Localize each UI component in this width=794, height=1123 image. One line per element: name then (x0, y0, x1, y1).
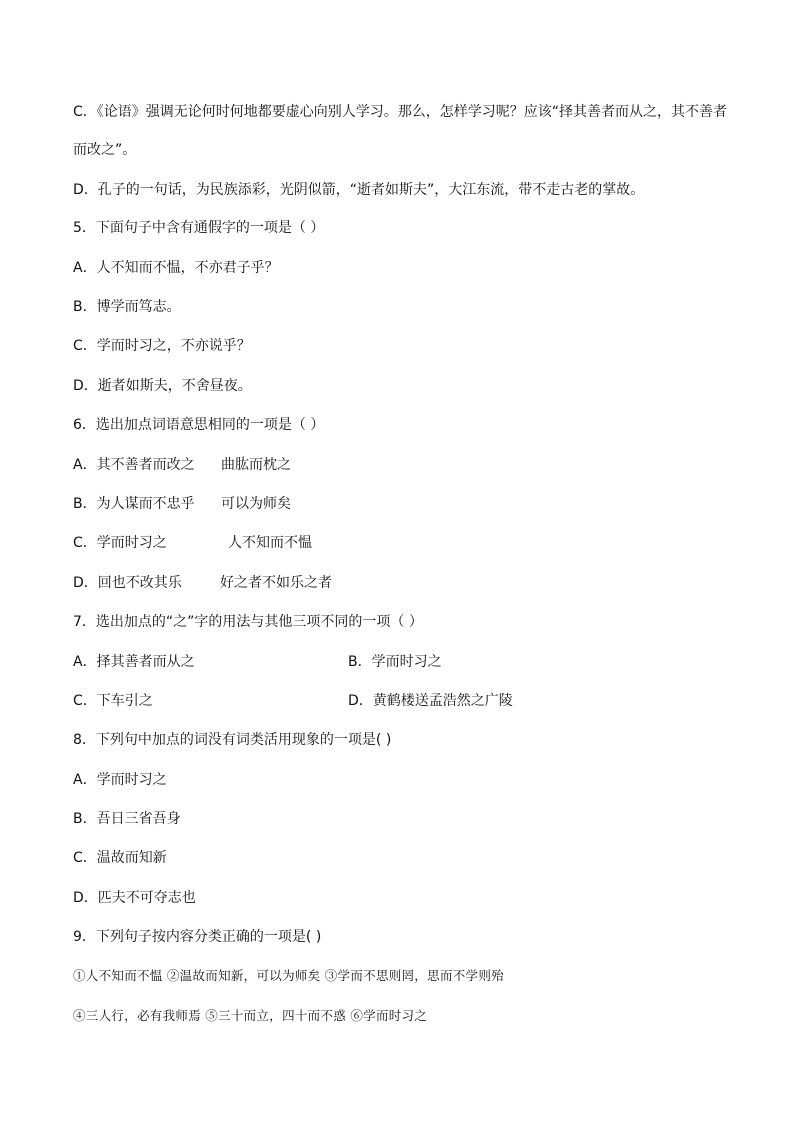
question-6: 6．选出加点词语意思相同的一项是（ ） (73, 417, 325, 433)
q6-option-d-pair: 好之者不如乐之者 (220, 575, 332, 591)
question-5: 5．下面句子中含有通假字的一项是（ ） (73, 220, 325, 236)
option-c-line-1: C．《论语》强调无论何时何地都要虚心向别人学习。那么，怎样学习呢？应该“择其善者而从之，其不善者 (73, 104, 728, 120)
q5-option-a: A．人不知而不愠，不亦君子乎？ (73, 260, 279, 276)
question-8: 8．下列句中加点的词没有词类活用现象的一项是( ) (73, 732, 392, 748)
q5-option-c: C．学而时习之，不亦说乎？ (73, 338, 251, 354)
q7-option-a: A．择其善者而从之 (73, 654, 195, 670)
q8-option-a: A．学而时习之 (73, 772, 167, 788)
q6-option-a: A．其不善者而改之 (73, 457, 195, 473)
q7-option-c: C．下车引之 (73, 693, 153, 709)
option-c-line-2: 而改之”。 (73, 142, 137, 158)
q6-option-b-pair: 可以为师矣 (221, 496, 291, 512)
q6-option-d: D．回也不改其乐 (73, 575, 182, 591)
q8-option-d: D．匹夫不可夺志也 (73, 890, 196, 906)
question-7: 7．选出加点的“之”字的用法与其他三项不同的一项（ ） (73, 614, 423, 630)
option-d: D．孔子的一句话，为民族添彩，光阴似箭，“逝者如斯夫”，大江东流，带不走古老的掌故。 (73, 182, 645, 198)
q9-items-line-2: ④三人行，必有我师焉 ⑤三十而立，四十而不惑 ⑥学而时习之 (73, 1008, 428, 1023)
q6-option-b: B．为人谋而不忠乎 (73, 496, 195, 512)
q9-items-line-1: ①人不知而不愠 ②温故而知新，可以为师矣 ③学而不思则罔，思而不学则殆 (73, 968, 504, 983)
question-9: 9．下列句子按内容分类正确的一项是( ) (73, 929, 322, 945)
q7-option-d: D．黄鹤楼送孟浩然之广陵 (348, 693, 513, 709)
q5-option-b: B．博学而笃志。 (73, 299, 181, 315)
q5-option-d: D．逝者如斯夫，不舍昼夜。 (73, 378, 252, 394)
q6-option-a-pair: 曲肱而枕之 (221, 457, 291, 473)
q8-option-c: C．温故而知新 (73, 850, 167, 866)
q8-option-b: B．吾日三省吾身 (73, 811, 181, 827)
q6-option-c: C．学而时习之 (73, 535, 167, 551)
q6-option-c-pair: 人不知而不愠 (228, 535, 312, 551)
q7-option-b: B．学而时习之 (348, 654, 442, 670)
